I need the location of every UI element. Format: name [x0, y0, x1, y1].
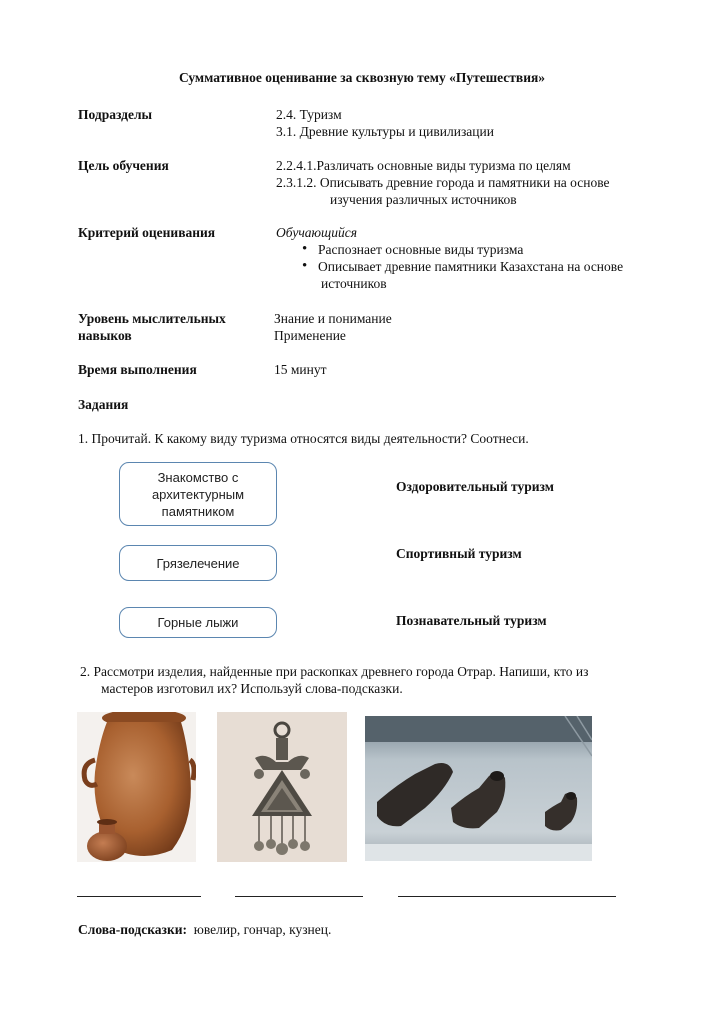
- tourism-type[interactable]: Познавательный туризм: [396, 613, 547, 628]
- activity-box[interactable]: Знакомство с архитектурным памятником: [119, 462, 277, 526]
- thinking-value: [274, 310, 392, 344]
- list-item: [276, 241, 696, 258]
- criteria-label: Критерий оценивания: [78, 225, 216, 240]
- subsection-line: 3.1. Древние культуры и цивилизации: [276, 124, 494, 139]
- criteria-item-cont: источников: [321, 276, 387, 291]
- subsection-line: 2.4. Туризм: [276, 107, 342, 122]
- task2-line: 2. Рассмотри изделия, найденные при раскопках древнего города Отрар. Напиши, кто из: [80, 664, 589, 679]
- goal-label: Цель обучения: [78, 158, 169, 173]
- pottery-image: [77, 712, 196, 862]
- tourism-type[interactable]: Спортивный туризм: [396, 546, 522, 561]
- tasks-heading: Задания: [78, 397, 129, 412]
- goal-line: изучения различных источников: [330, 192, 517, 207]
- criteria-item-text: Распознает основные виды туризма: [318, 242, 524, 257]
- subsections-value: [276, 106, 494, 140]
- criteria-list: [276, 241, 696, 292]
- tourism-type[interactable]: Оздоровительный туризм: [396, 479, 554, 494]
- answer-line[interactable]: [398, 896, 616, 897]
- goal-line: 2.2.4.1.Различать основные виды туризма по целям: [276, 158, 571, 173]
- goal-value: [276, 157, 610, 208]
- answer-line[interactable]: [77, 896, 201, 897]
- clay-jar-icon: [77, 712, 196, 862]
- pendant-icon: [217, 712, 347, 862]
- criteria-intro: Обучающийся: [276, 225, 358, 240]
- thinking-label-line: Уровень мыслительных: [78, 311, 226, 326]
- criteria-value: [276, 224, 696, 292]
- activity-box[interactable]: Горные лыжи: [119, 607, 277, 638]
- time-value: 15 минут: [274, 362, 327, 377]
- time-label: Время выполнения: [78, 362, 197, 377]
- answer-line[interactable]: [235, 896, 363, 897]
- thinking-line: Знание и понимание: [274, 311, 392, 326]
- subsections-label: Подразделы: [78, 107, 153, 122]
- hints-words: ювелир, гончар, кузнец.: [193, 922, 332, 937]
- hints: [78, 922, 331, 938]
- goal-line: 2.3.1.2. Описывать древние города и памятники на основе: [276, 175, 610, 190]
- task2-line: мастеров изготовил их? Используй слова-подсказки.: [101, 681, 403, 696]
- hints-label: Слова-подсказки:: [78, 922, 188, 937]
- criteria-item-text: Описывает древние памятники Казахстана на основе: [318, 259, 624, 274]
- page-title: Суммативное оценивание за сквозную тему «Путешествия»: [178, 70, 546, 85]
- thinking-label: [78, 310, 226, 344]
- iron-tools-icon: [365, 716, 592, 861]
- jewelry-image: [217, 712, 347, 862]
- task1-text: 1. Прочитай. К какому виду туризма относятся виды деятельности? Соотнеси.: [78, 431, 529, 446]
- list-item: [276, 258, 696, 292]
- activity-box[interactable]: Грязелечение: [119, 545, 277, 581]
- thinking-line: Применение: [274, 328, 346, 343]
- tools-image: [365, 716, 592, 861]
- thinking-label-line: навыков: [78, 328, 132, 343]
